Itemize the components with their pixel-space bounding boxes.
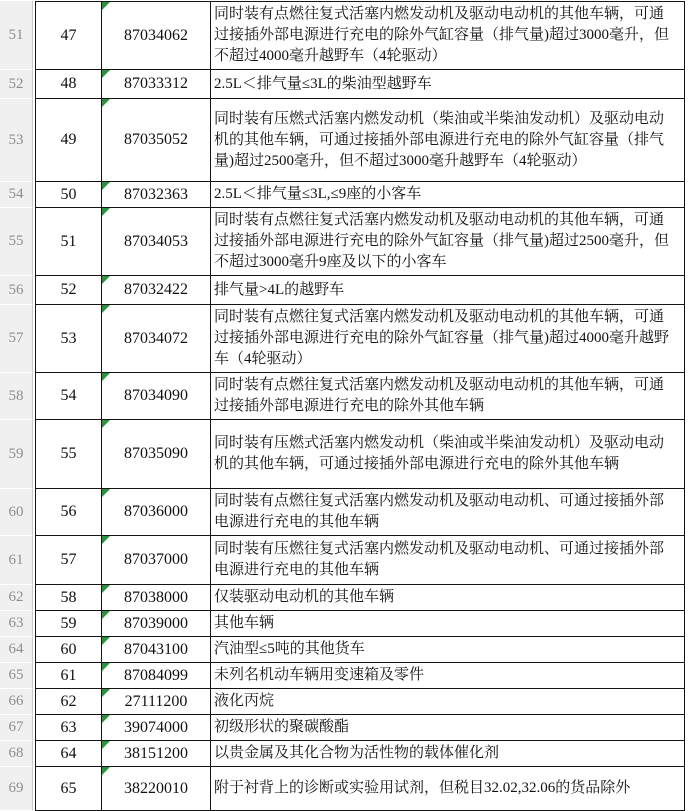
seq-cell[interactable]: 62: [35, 689, 102, 715]
table-row: [0, 585, 696, 611]
code-value: 87034053: [124, 232, 188, 250]
error-indicator-icon: [102, 276, 110, 284]
description-cell[interactable]: 同时装有点燃往复式活塞内燃发动机及驱动电动机的其他车辆，可通过接插外部电源进行充电的除外其他车辆: [211, 373, 685, 420]
description-cell[interactable]: 同时装有点燃往复式活塞内燃发动机及驱动电动机的其他车辆，可通过接插外部电源进行充电的除外气缸容量（排气量)超过4000毫升越野车（4轮驱动）: [211, 305, 685, 373]
row-header[interactable]: 64: [0, 637, 33, 663]
error-indicator-icon: [102, 741, 110, 749]
seq-cell[interactable]: 65: [35, 767, 102, 811]
row-header[interactable]: 54: [0, 182, 33, 208]
error-indicator-icon: [102, 99, 110, 107]
row-header[interactable]: 60: [0, 489, 33, 536]
seq-cell[interactable]: 49: [35, 99, 102, 182]
table-row: [0, 1, 696, 70]
row-header[interactable]: 62: [0, 585, 33, 611]
code-cell[interactable]: [102, 489, 211, 536]
error-indicator-icon: [102, 689, 110, 697]
code-cell[interactable]: [102, 611, 211, 637]
seq-cell[interactable]: 59: [35, 611, 102, 637]
code-cell[interactable]: [102, 305, 211, 373]
seq-cell[interactable]: 55: [35, 420, 102, 489]
seq-cell[interactable]: 56: [35, 489, 102, 536]
error-indicator-icon: [102, 536, 110, 544]
description-cell[interactable]: 汽油型≤5吨的其他货车: [211, 637, 685, 663]
code-value: 39074000: [124, 718, 188, 736]
error-indicator-icon: [102, 420, 110, 428]
description-cell[interactable]: 排气量>4L的越野车: [211, 276, 685, 305]
code-value: 87032422: [124, 281, 188, 298]
error-indicator-icon: [102, 489, 110, 497]
code-cell[interactable]: [102, 182, 211, 208]
tariff-table: [0, 1, 696, 811]
description-cell[interactable]: 同时装有压燃式活塞内燃发动机（柴油或半柴油发动机）及驱动电动机的其他车辆，可通过接插外部电源进行充电的除外气缸容量（排气量)超过2500毫升，但不超过3000毫升越野车（4轮驱动）: [211, 99, 685, 182]
description-cell[interactable]: 同时装有点燃往复式活塞内燃发动机及驱动电动机、可通过接插外部电源进行充电的其他车辆: [211, 489, 685, 536]
row-header[interactable]: 57: [0, 305, 33, 373]
error-indicator-icon: [102, 182, 110, 190]
row-header[interactable]: 59: [0, 420, 33, 489]
table-row: [0, 182, 696, 208]
table-row: [0, 689, 696, 715]
table-row: [0, 715, 696, 741]
row-header[interactable]: 53: [0, 99, 33, 182]
seq-cell[interactable]: 53: [35, 305, 102, 373]
seq-cell[interactable]: 48: [35, 70, 102, 99]
description-cell[interactable]: 液化丙烷: [211, 689, 685, 715]
code-value: 87034062: [124, 26, 188, 44]
table-row: [0, 99, 696, 182]
row-header[interactable]: 67: [0, 715, 33, 741]
table-row: [0, 70, 696, 99]
description-cell[interactable]: 同时装有点燃往复式活塞内燃发动机及驱动电动机的其他车辆，可通过接插外部电源进行充电的除外气缸容量（排气量)超过2500毫升，但不超过3000毫升9座及以下的小客车: [211, 208, 685, 276]
table-row: [0, 305, 696, 373]
code-cell[interactable]: [102, 276, 211, 305]
seq-cell[interactable]: 63: [35, 715, 102, 741]
code-value: 27111200: [124, 692, 188, 710]
error-indicator-icon: [102, 208, 110, 216]
code-value: 87039000: [124, 614, 188, 632]
error-indicator-icon: [102, 585, 110, 593]
error-indicator-icon: [102, 611, 110, 619]
row-header[interactable]: 68: [0, 741, 33, 767]
code-cell[interactable]: [102, 715, 211, 741]
code-value: 38151200: [124, 744, 188, 762]
table-row: [0, 741, 696, 767]
error-indicator-icon: [102, 663, 110, 671]
code-cell[interactable]: [102, 70, 211, 99]
code-value: 87038000: [124, 588, 188, 606]
code-cell[interactable]: [102, 373, 211, 420]
code-cell[interactable]: [102, 1, 211, 70]
error-indicator-icon: [102, 70, 110, 78]
error-indicator-icon: [102, 2, 110, 10]
error-indicator-icon: [102, 373, 110, 381]
code-cell[interactable]: [102, 585, 211, 611]
row-header[interactable]: 56: [0, 276, 33, 305]
seq-cell[interactable]: 61: [35, 663, 102, 689]
table-row: [0, 208, 696, 276]
code-value: 87035090: [124, 445, 188, 462]
seq-cell[interactable]: 52: [35, 276, 102, 305]
code-cell[interactable]: [102, 420, 211, 489]
code-cell[interactable]: [102, 536, 211, 585]
code-cell[interactable]: [102, 208, 211, 276]
seq-cell[interactable]: 57: [35, 536, 102, 585]
description-cell[interactable]: 其他车辆: [211, 611, 685, 637]
seq-cell[interactable]: 51: [35, 208, 102, 276]
description-cell[interactable]: 同时装有压燃往复式活塞内燃发动机及驱动电动机、可通过接插外部电源进行充电的其他车辆: [211, 536, 685, 585]
row-header[interactable]: 51: [0, 1, 33, 70]
code-value: 87032363: [124, 185, 188, 203]
error-indicator-icon: [102, 715, 110, 723]
error-indicator-icon: [102, 305, 110, 313]
row-header[interactable]: 55: [0, 208, 33, 276]
description-cell[interactable]: 同时装有点燃往复式活塞内燃发动机及驱动电动机的其他车辆，可通过接插外部电源进行充电的除外气缸容量（排气量)超过3000毫升，但不超过4000毫升越野车（4轮驱动）: [211, 1, 685, 70]
row-header[interactable]: 69: [0, 767, 33, 811]
table-row: [0, 489, 696, 536]
description-cell[interactable]: 附于衬背上的诊断或实验用试剂，但税目32.02,32.06的货品除外: [211, 767, 685, 811]
table-row: [0, 536, 696, 585]
code-cell[interactable]: [102, 741, 211, 767]
row-header[interactable]: 58: [0, 373, 33, 420]
seq-cell[interactable]: 50: [35, 182, 102, 208]
table-row: [0, 611, 696, 637]
code-cell[interactable]: [102, 637, 211, 663]
row-header[interactable]: 61: [0, 536, 33, 585]
code-value: 87043100: [124, 640, 188, 658]
code-value: 87037000: [124, 551, 188, 568]
table-row: [0, 663, 696, 689]
code-value: 87036000: [124, 503, 188, 520]
code-cell[interactable]: [102, 99, 211, 182]
table-row: [0, 276, 696, 305]
seq-cell[interactable]: 47: [35, 1, 102, 70]
description-cell[interactable]: 以贵金属及其化合物为活性物的载体催化剂: [211, 741, 685, 767]
description-cell[interactable]: 初级形状的聚碳酸酯: [211, 715, 685, 741]
seq-cell[interactable]: 60: [35, 637, 102, 663]
table-row: [0, 767, 696, 811]
table-row: [0, 637, 696, 663]
code-value: 87035052: [124, 131, 188, 148]
code-cell[interactable]: [102, 767, 211, 811]
code-value: 38220010: [124, 779, 188, 797]
description-cell[interactable]: 未列名机动车辆用变速箱及零件: [211, 663, 685, 689]
code-value: 87034090: [124, 387, 188, 404]
seq-cell[interactable]: 58: [35, 585, 102, 611]
error-indicator-icon: [102, 637, 110, 645]
seq-cell[interactable]: 64: [35, 741, 102, 767]
table-row: [0, 420, 696, 489]
row-header[interactable]: 52: [0, 70, 33, 99]
row-header[interactable]: 66: [0, 689, 33, 715]
description-cell[interactable]: 仅装驱动电动机的其他车辆: [211, 585, 685, 611]
error-indicator-icon: [102, 767, 110, 775]
description-cell[interactable]: 同时装有压燃式活塞内燃发动机（柴油或半柴油发动机）及驱动电动机的其他车辆，可通过接插外部电源进行充电的除外其他车辆: [211, 420, 685, 489]
row-header[interactable]: 63: [0, 611, 33, 637]
row-header[interactable]: 65: [0, 663, 33, 689]
description-cell[interactable]: 2.5L＜排气量≤3L的柴油型越野车: [211, 70, 685, 99]
table-row: [0, 373, 696, 420]
code-value: 87034072: [124, 329, 188, 347]
description-cell[interactable]: 2.5L＜排气量≤3L,≤9座的小客车: [211, 182, 685, 208]
code-value: 87084099: [124, 666, 188, 684]
code-cell[interactable]: [102, 689, 211, 715]
code-cell[interactable]: [102, 663, 211, 689]
seq-cell[interactable]: 54: [35, 373, 102, 420]
code-value: 87033312: [124, 75, 188, 92]
